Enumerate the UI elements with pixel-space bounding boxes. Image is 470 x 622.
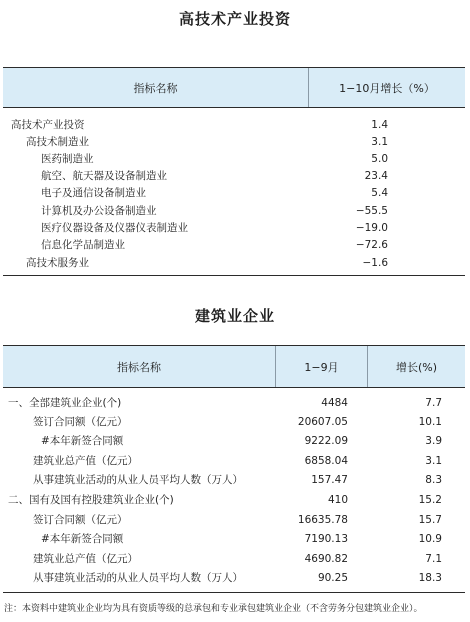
table-header-construction <box>3 345 465 388</box>
row-growth: 7.7 <box>425 397 442 409</box>
table-row <box>0 134 470 151</box>
row-growth: 3.9 <box>425 435 442 447</box>
table-row <box>0 168 470 185</box>
table-bottom-rule <box>3 275 465 276</box>
footnote: 注：本资料中建筑业企业均为具有资质等级的总承包和专业承包建筑业企业（不含劳务分包建筑业企业）。 <box>4 604 423 614</box>
section-title-high-tech: 高技术产业投资 <box>178 10 291 28</box>
row-label: 建筑业总产值（亿元） <box>33 455 138 467</box>
row-label: 从事建筑业活动的从业人员平均人数（万人） <box>33 572 243 584</box>
table-row <box>0 185 470 202</box>
row-label: 高技术制造业 <box>26 136 89 148</box>
row-value: −1.6 <box>362 257 388 269</box>
row-growth: 7.1 <box>425 553 442 565</box>
row-value: 3.1 <box>371 136 388 148</box>
table-row <box>0 433 470 450</box>
row-value: 1.4 <box>371 119 388 131</box>
table-row <box>0 255 470 272</box>
row-label: 一、全部建筑业企业(个) <box>8 397 122 409</box>
row-value: 4484 <box>321 397 348 409</box>
row-label: 航空、航天器及设备制造业 <box>41 170 167 182</box>
table-row <box>0 453 470 470</box>
row-value: 90.25 <box>317 572 348 584</box>
row-growth: 15.7 <box>418 514 442 526</box>
table-header-high-tech <box>3 67 465 108</box>
row-growth: 18.3 <box>418 572 442 584</box>
row-label: 建筑业总产值（亿元） <box>33 553 138 565</box>
column-header-period: 1−9月 <box>304 360 339 374</box>
row-value: −72.6 <box>355 239 388 251</box>
row-value: 7190.13 <box>304 533 348 545</box>
table-row <box>0 237 470 254</box>
table-row <box>0 117 470 134</box>
table-row <box>0 220 470 237</box>
row-label: 计算机及办公设备制造业 <box>41 205 157 217</box>
table-row <box>0 531 470 548</box>
table-row <box>0 151 470 168</box>
row-label: 签订合同额（亿元） <box>33 514 128 526</box>
row-label: #本年新签合同额 <box>41 533 124 545</box>
table-bottom-rule <box>3 592 465 593</box>
row-growth: 15.2 <box>418 494 442 506</box>
section-title-construction: 建筑业企业 <box>194 307 275 325</box>
row-label: 从事建筑业活动的从业人员平均人数（万人） <box>33 474 243 486</box>
row-value: 20607.05 <box>297 416 348 428</box>
row-value: 9222.09 <box>304 435 348 447</box>
row-growth: 3.1 <box>425 455 442 467</box>
table-row <box>0 492 470 509</box>
row-label: 电子及通信设备制造业 <box>41 187 146 199</box>
row-label: #本年新签合同额 <box>41 435 124 447</box>
row-label: 签订合同额（亿元） <box>33 416 128 428</box>
row-value: 4690.82 <box>304 553 348 565</box>
row-value: −55.5 <box>355 205 388 217</box>
column-header-indicator: 指标名称 <box>117 360 161 374</box>
column-header-indicator: 指标名称 <box>133 81 178 95</box>
row-value: 5.0 <box>371 153 388 165</box>
table-row <box>0 203 470 220</box>
row-value: 23.4 <box>364 170 388 182</box>
row-label: 医疗仪器设备及仪器仪表制造业 <box>41 222 188 234</box>
row-growth: 10.9 <box>418 533 442 545</box>
table-row <box>0 512 470 529</box>
row-value: 16635.78 <box>297 514 348 526</box>
row-value: −19.0 <box>355 222 388 234</box>
table-row <box>0 414 470 431</box>
row-value: 5.4 <box>371 187 388 199</box>
row-label: 信息化学品制造业 <box>41 239 125 251</box>
row-value: 410 <box>327 494 348 506</box>
row-value: 157.47 <box>311 474 348 486</box>
row-label: 高技术服务业 <box>26 257 89 269</box>
table-row <box>0 472 470 489</box>
row-growth: 8.3 <box>425 474 442 486</box>
row-growth: 10.1 <box>418 416 442 428</box>
table-row <box>0 551 470 568</box>
column-header-growth: 1−10月增长（%） <box>339 81 435 95</box>
table-row <box>0 570 470 587</box>
row-value: 6858.04 <box>304 455 348 467</box>
row-label: 医药制造业 <box>41 153 94 165</box>
row-label: 高技术产业投资 <box>11 119 85 131</box>
row-label: 二、国有及国有控股建筑业企业(个) <box>8 494 174 506</box>
table-row <box>0 395 470 412</box>
column-header-growth: 增长(%) <box>395 360 438 374</box>
